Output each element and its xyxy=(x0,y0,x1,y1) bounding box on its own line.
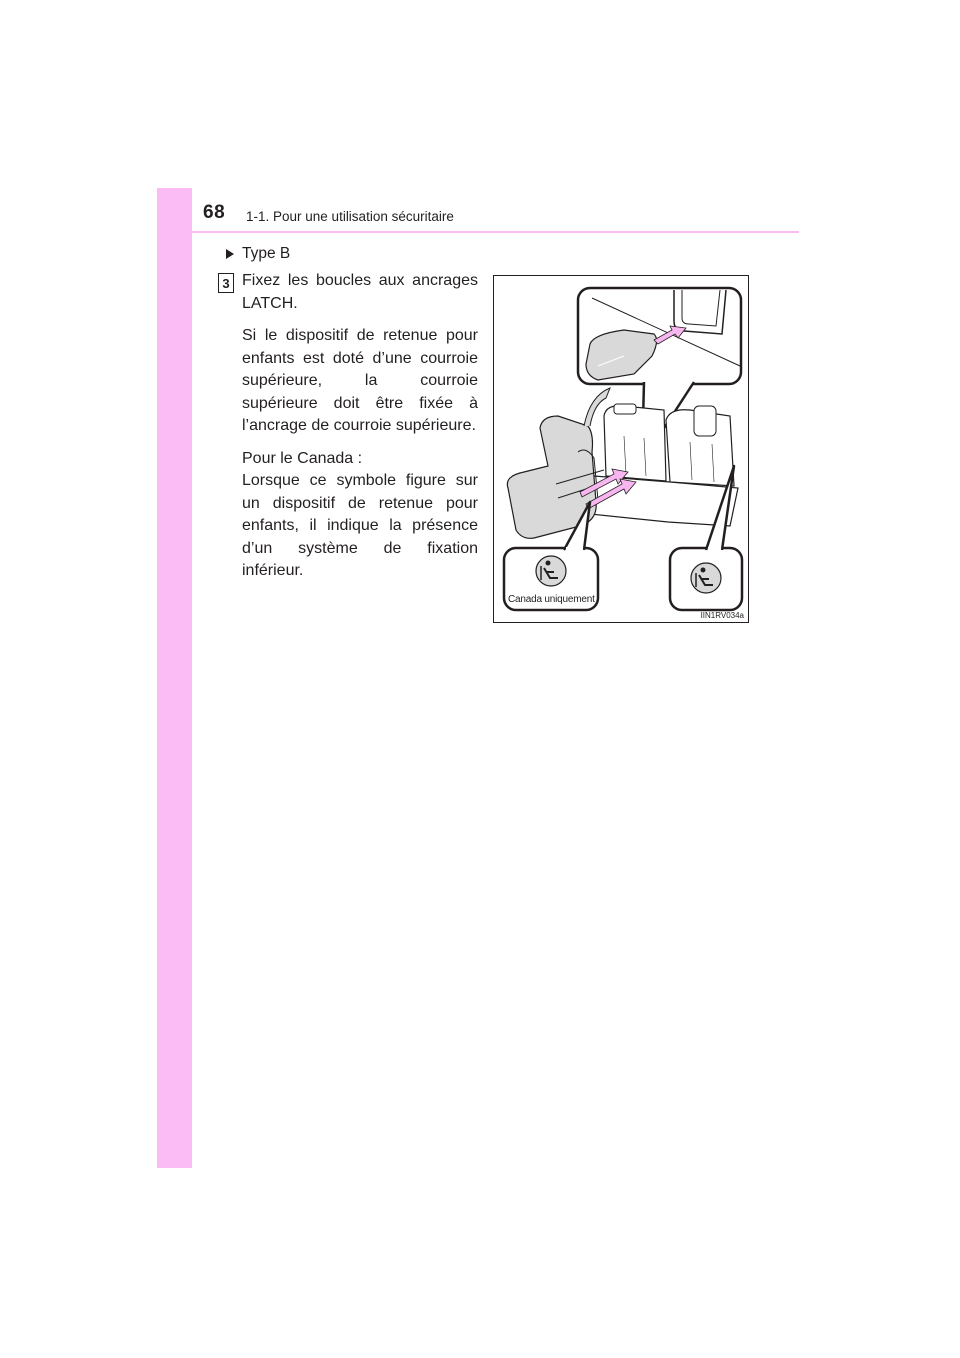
page-number: 68 xyxy=(203,202,226,223)
instruction-text xyxy=(242,270,478,593)
side-accent-strip xyxy=(157,188,192,1168)
figure-code: IIN1RV034a xyxy=(700,611,744,620)
paragraph-fix-buckles: Fixez les boucles aux ancrages LATCH. xyxy=(242,272,478,312)
step-number-badge: 3 xyxy=(218,273,234,293)
headrest xyxy=(694,406,716,436)
bullet-text: Type B xyxy=(242,245,291,262)
section-title: 1-1. Pour une utilisation sécuritaire xyxy=(246,209,454,224)
seat-illustration-svg xyxy=(494,276,749,623)
header-rule xyxy=(192,231,799,233)
canada-only-label: Canada uniquement xyxy=(508,594,595,605)
bullet-item xyxy=(226,245,290,263)
triangle-bullet-icon xyxy=(226,249,234,259)
illustration-child-seat-latch xyxy=(493,275,749,623)
paragraph-canada-heading: Pour le Canada : xyxy=(242,449,363,467)
paragraph-top-tether: Si le dispositif de retenue pour enfants est doté d’une courroie supérieure, la courroie supérieure doit être fixée à l’ancrage de courroie supérieure. xyxy=(242,327,478,434)
paragraph-canada-symbol: Lorsque ce symbole figure sur un dispositif de retenue pour enfants, il indique la présence d’un système de fixation inférieur. xyxy=(242,472,478,579)
